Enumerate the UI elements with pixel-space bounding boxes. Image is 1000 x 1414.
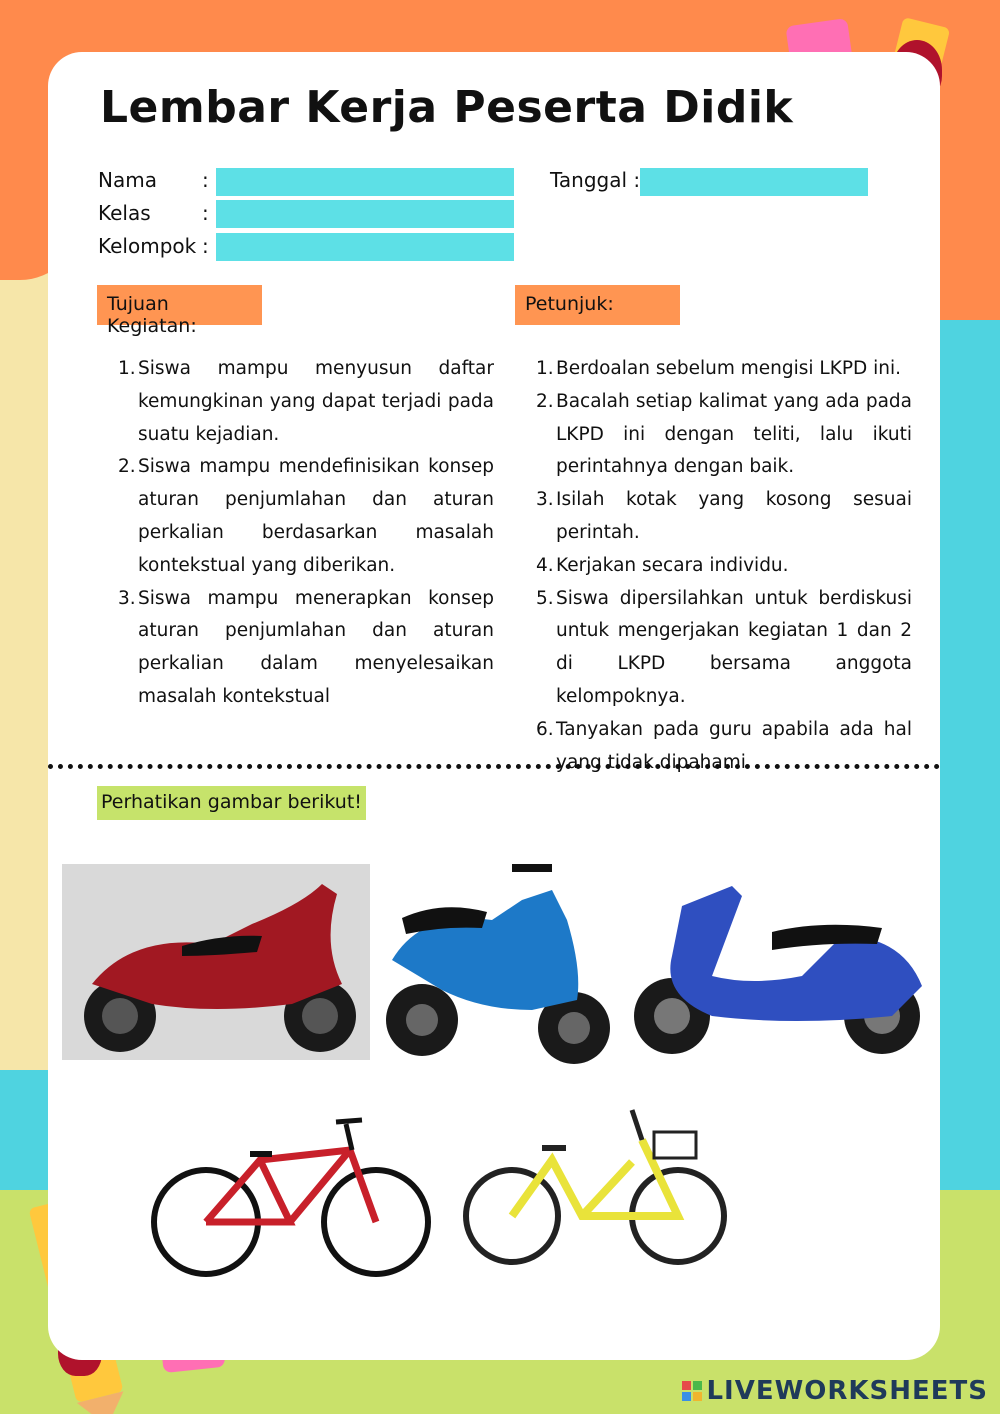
list-number: 5. [536,587,554,609]
list-item [536,353,912,386]
tujuan-heading: Tujuan Kegiatan: [97,285,262,325]
nama-label: Nama [98,168,157,192]
list-number: 2. [536,390,554,412]
list-text: Isilah kotak yang kosong sesuai perintah. [556,489,912,543]
list-text: Siswa mampu menyusun daftar kemungkinan yang dapat terjadi pada suatu kejadian. [138,358,494,445]
list-number: 1. [118,358,136,379]
list-number: 6. [536,718,554,740]
list-text: Kerjakan secara individu. [556,554,789,576]
blue-electric-scooter-image [622,866,932,1062]
list-text: Tanyakan pada guru apabila ada hal yang tidak dipahami [556,718,912,773]
kelompok-label: Kelompok [98,234,197,258]
kelompok-input[interactable] [216,233,514,261]
page-title: Lembar Kerja Peserta Didik [100,82,794,133]
kelas-input[interactable] [216,200,514,228]
tujuan-list [118,353,494,714]
red-mountain-bike-image [150,1110,432,1282]
petunjuk-heading: Petunjuk: [515,285,680,325]
tanggal-label: Tanggal : [550,168,641,192]
petunjuk-list [536,353,912,779]
list-text: Bacalah setiap kalimat yang ada pada LKPD ini dengan teliti, lalu ikuti perintahnya dengan baik. [556,390,912,478]
list-item [536,550,912,583]
kelas-colon: : [202,201,209,225]
list-item [536,583,912,714]
yellow-city-bike-image [462,1100,730,1268]
liveworksheets-brand[interactable] [682,1376,988,1406]
liveworksheets-logo-icon [682,1381,702,1401]
list-text: Siswa dipersilahkan untuk berdiskusi untuk mengerjakan kegiatan 1 dan 2 di LKPD bersama anggota kelompoknya. [556,587,912,707]
list-text: Siswa mampu menerapkan konsep aturan penjumlahan dan aturan perkalian dalam menyelesaikan masalah kontekstual [138,587,494,707]
blue-suzuki-scooter-image [382,860,614,1070]
list-item [536,714,912,780]
red-scooter-image [62,864,370,1060]
list-number: 1. [536,358,554,379]
list-item [118,353,494,451]
list-item [118,451,494,582]
list-item [536,484,912,550]
list-text: Siswa mampu mendefinisikan konsep aturan penjumlahan dan aturan perkalian berdasarkan masalah kontekstual yang diberikan. [138,456,494,576]
list-item [536,386,912,484]
kelompok-colon: : [202,234,209,258]
list-number: 3. [536,489,554,511]
nama-colon: : [202,168,209,192]
kelas-label: Kelas [98,201,151,225]
list-number: 2. [118,456,136,478]
brand-text: LIVEWORKSHEETS [706,1376,988,1406]
list-number: 3. [118,587,136,609]
dotted-divider [48,764,940,769]
perhatikan-heading: Perhatikan gambar berikut! [97,786,366,820]
list-number: 4. [536,554,554,576]
tanggal-input[interactable] [640,168,868,196]
nama-input[interactable] [216,168,514,196]
list-text: Berdoalan sebelum mengisi LKPD ini. [556,358,902,379]
list-item [118,583,494,714]
